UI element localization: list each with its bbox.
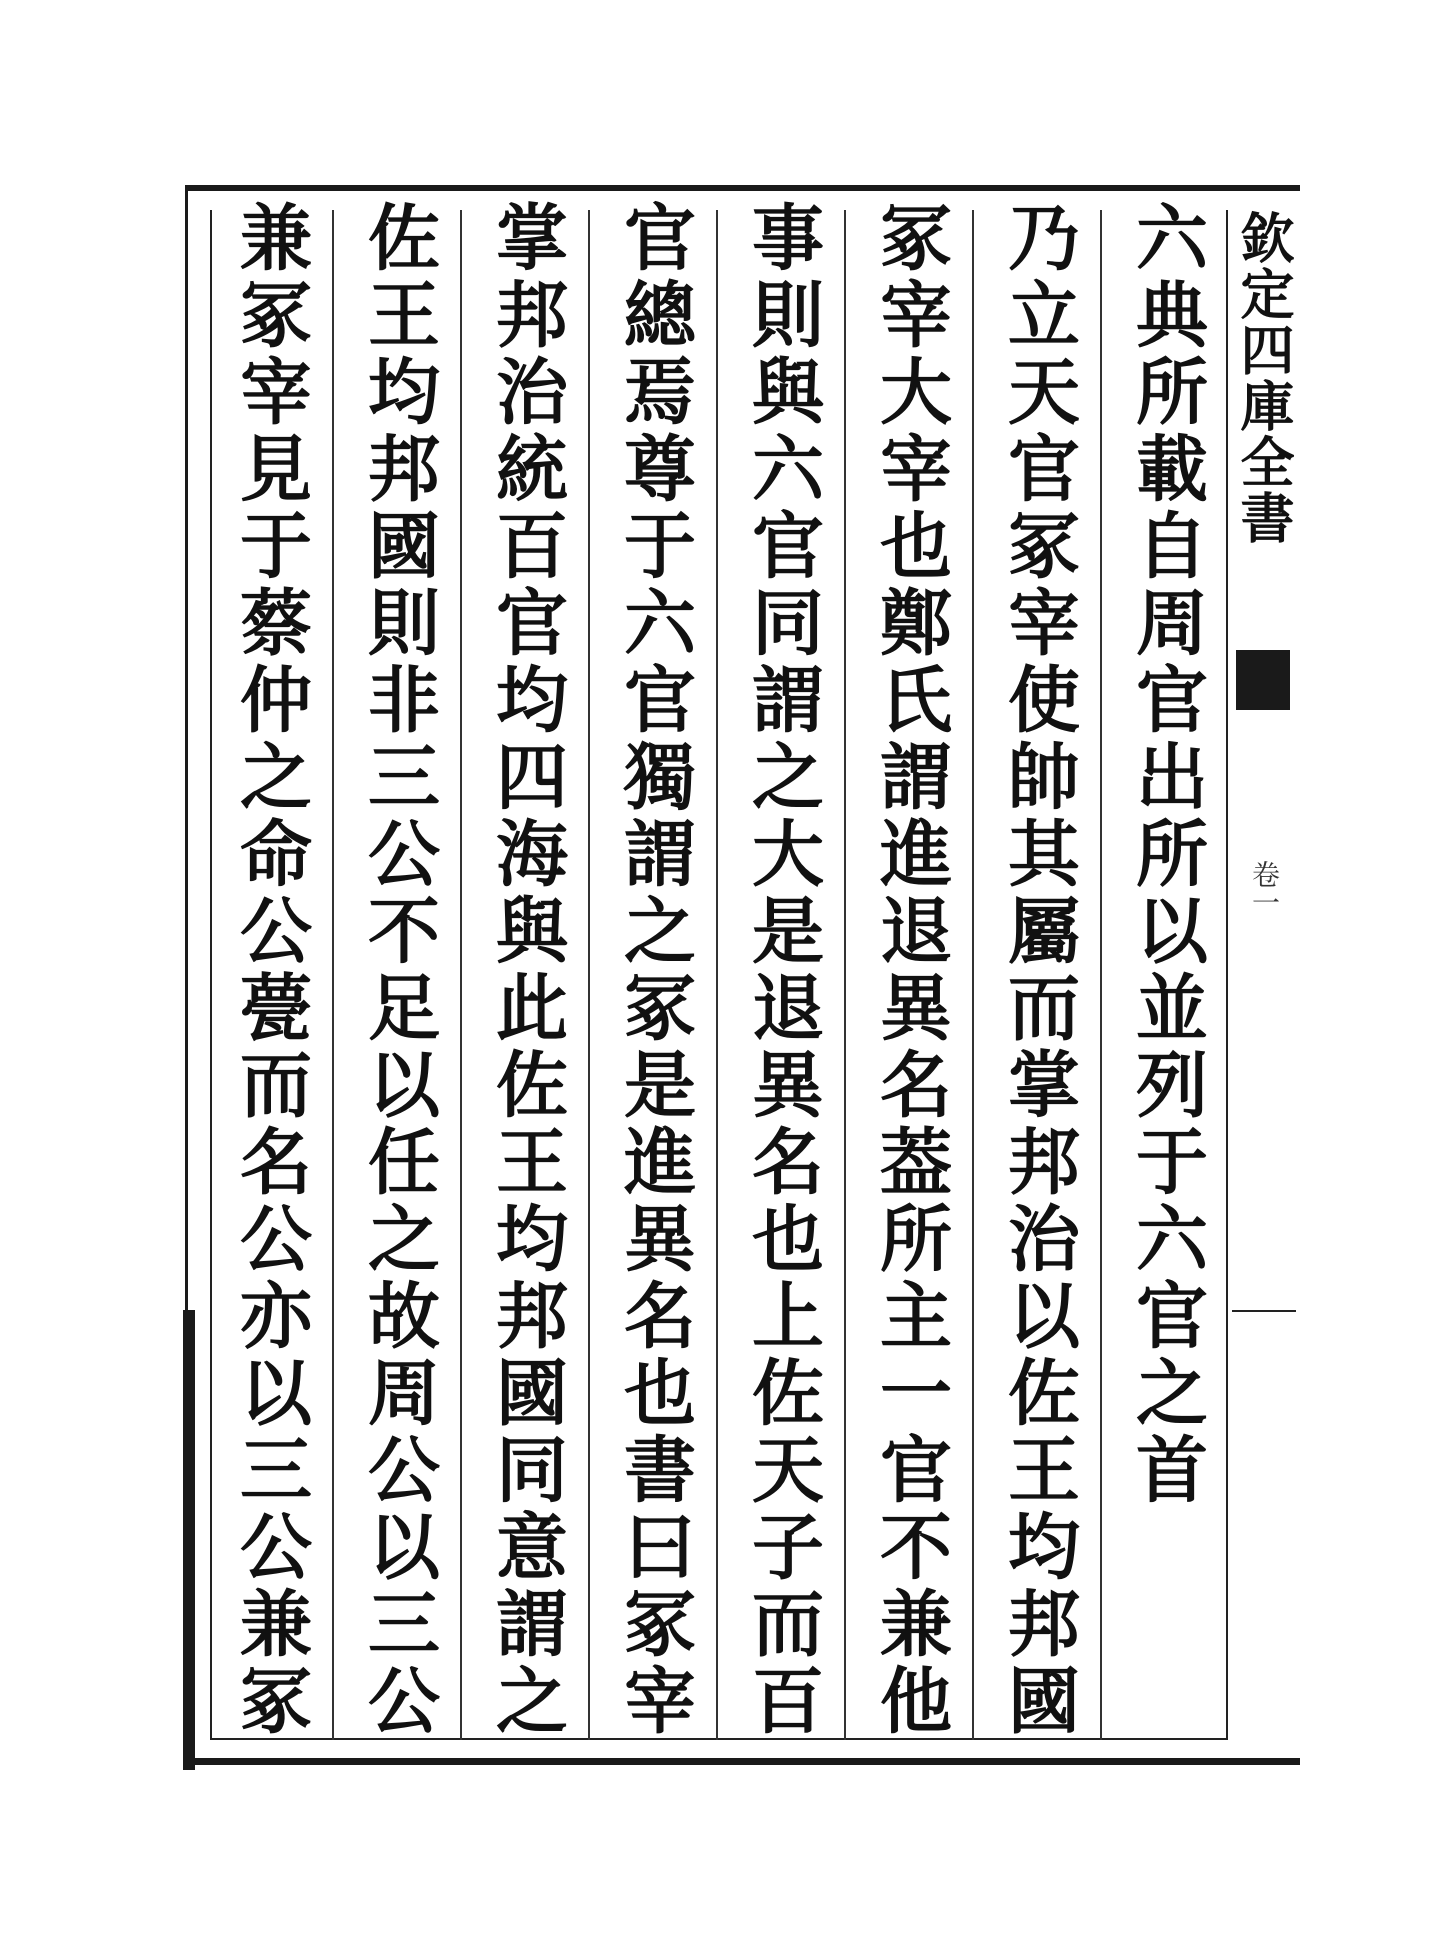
- text-column-1: 六典所載自周官出所以並列于六官之首: [1124, 200, 1209, 1509]
- column-rule: [588, 210, 590, 1740]
- left-edge-bar: [183, 1310, 195, 1770]
- column-rule: [460, 210, 462, 1740]
- text-column-3: 冢宰大宰也鄭氏謂進退異名葢所主一官不兼他: [868, 200, 953, 1740]
- column-rule: [716, 210, 718, 1740]
- margin-rule: [1232, 1310, 1296, 1312]
- column-rule: [972, 210, 974, 1740]
- text-column-8: 兼冢宰見于蔡仲之命公甍而名公亦以三公兼冢: [228, 200, 313, 1740]
- text-column-4: 事則與六官同謂之大是退異名也上佐天子而百: [740, 200, 825, 1740]
- book-margin: [1232, 190, 1296, 1750]
- volume-label: 卷一: [1248, 860, 1281, 916]
- book-title: 欽定四庫全書: [1232, 210, 1296, 546]
- column-rule: [844, 210, 846, 1740]
- text-column-6: 掌邦治統百官均四海與此佐王均邦國同意謂之: [484, 200, 569, 1740]
- column-rule: [1100, 210, 1102, 1740]
- text-column-7: 佐王均邦國則非三公不足以任之故周公以三公: [356, 200, 441, 1740]
- column-rule: [332, 210, 334, 1740]
- text-column-5: 官總焉尊于六官獨謂之冢是進異名也書曰冢宰: [612, 200, 697, 1740]
- fishtail-mark: [1236, 650, 1290, 710]
- text-column-2: 乃立天官冢宰使帥其屬而掌邦治以佐王均邦國: [996, 200, 1081, 1740]
